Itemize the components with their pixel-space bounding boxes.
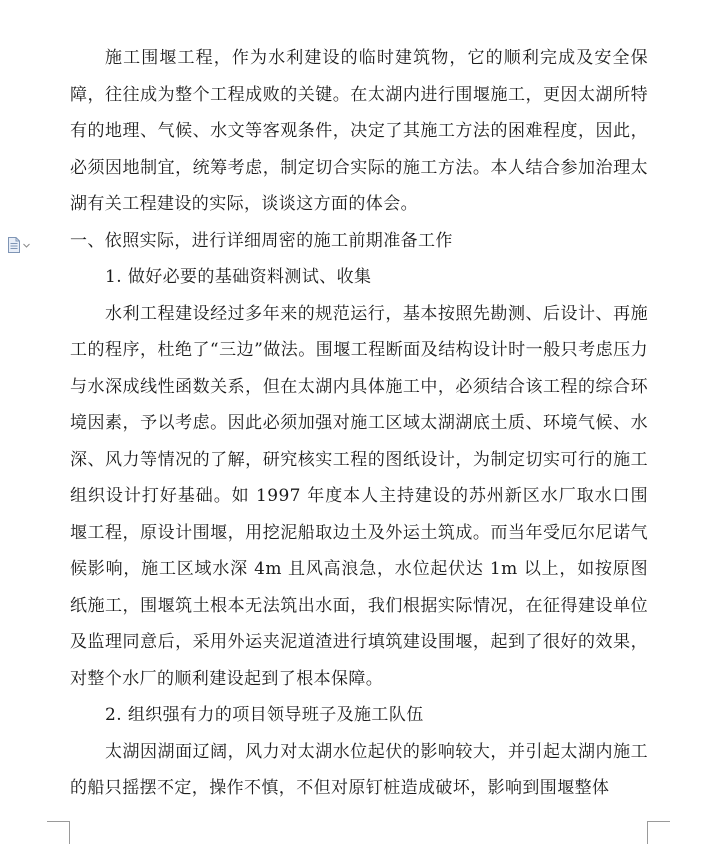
paragraph-format-marker[interactable] bbox=[7, 237, 33, 253]
body-paragraph-2: 太湖因湖面辽阔，风力对太湖水位起伏的影响较大，并引起太湖内施工的船只摇摆不定，操作不慎，不但对原钉桩造成破坏，影响到围堰整体 bbox=[70, 741, 648, 798]
intro-paragraph: 施工围堰工程，作为水利建设的临时建筑物，它的顺利完成及安全保障，往往成为整个工程成败的关键。在太湖内进行围堰施工，更因太湖所特有的地理、气候、水文等客观条件，决定了其施工方法的困难程度，因此，必须因地制宜，统筹考虑，制定切合实际的施工方法。本人结合参加治理太湖有关工程建设的实际，谈谈这方面的体会。 bbox=[70, 48, 648, 214]
body-paragraph-1: 水利工程建设经过多年来的规范运行，基本按照先勘测、后设计、再施工的程序，杜绝了“三边”做法。围堰工程断面及结构设计时一般只考虑压力与水深成线性函数关系，但在太湖内具体施工中，必须结合该工程的综合环境因素，予以考虑。因此必须加强对施工区域太湖湖底土质、环境气候、水深、风力等情况的了解，研究核实工程的图纸设计，为制定切实可行的施工组织设计打好基础。如 1997 年度本人主持建设的苏州新区水厂取水口围堰工程，原设计围堰，用挖泥船取边土及外运土筑成。而当年受厄尔尼诺气候影响，施工区域水深 4m 且风高浪急，水位起伏达 1m 以上，如按原图纸施工，围堰筑土根本无法筑出水面，我们根据实际情况，在征得建设单位及监理同意后，采用外运夹泥道渣进行填筑建设围堰，起到了很好的效果，对整个水厂的顺利建设起到了根本保障。 bbox=[70, 303, 648, 689]
subsection-heading-1: 1. 做好必要的基础资料测试、收集 bbox=[105, 267, 372, 287]
page-margin-corner-right bbox=[647, 821, 670, 844]
document-body bbox=[70, 40, 648, 807]
page-margin-corner-left bbox=[47, 821, 70, 844]
section-heading-1: 一、依照实际，进行详细周密的施工前期准备工作 bbox=[70, 230, 453, 251]
subsection-heading-2: 2. 组织强有力的项目领导班子及施工队伍 bbox=[105, 705, 424, 725]
document-paragraph-icon bbox=[7, 237, 21, 253]
chevron-down-icon bbox=[23, 243, 30, 248]
